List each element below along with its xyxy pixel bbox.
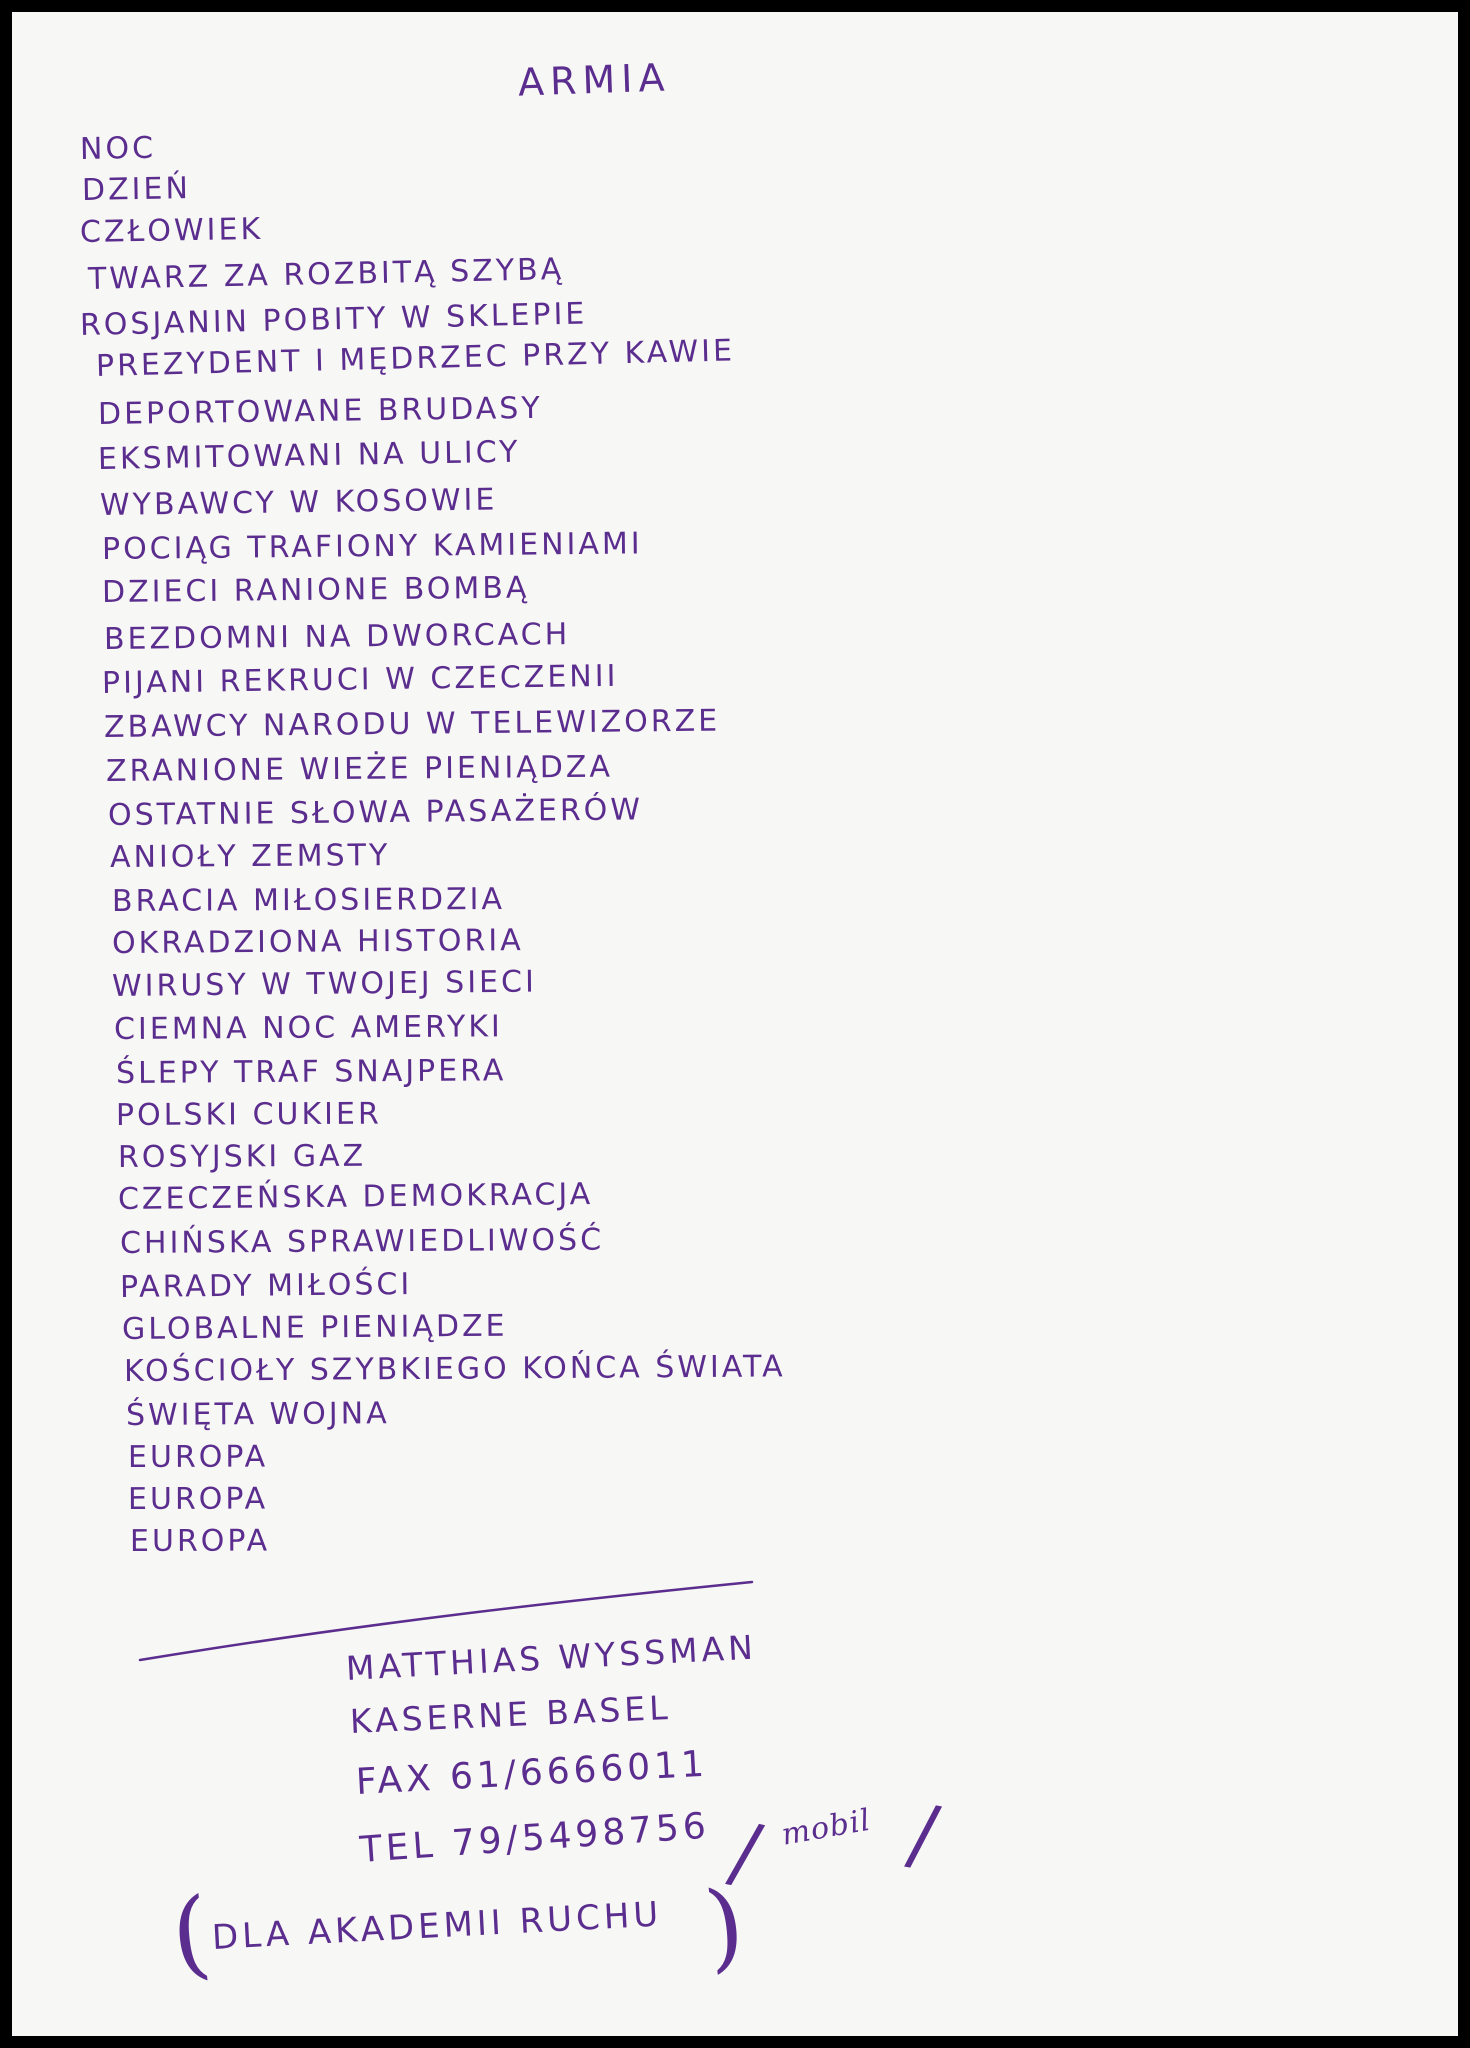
paren-close: ) — [700, 1868, 750, 1984]
list-item: WIRUSY W TWOJEJ SIECI — [111, 964, 538, 1004]
list-item: POLSKI CUKIER — [115, 1096, 382, 1133]
contact-name: MATTHIAS WYSSMAN — [344, 1627, 758, 1688]
slash-right: / — [902, 1786, 945, 1883]
list-item: CZŁOWIEK — [79, 211, 264, 250]
list-item: CIEMNA NOC AMERYKI — [113, 1009, 503, 1047]
list-item: EUROPA — [127, 1481, 269, 1517]
list-item: ŚWIĘTA WOJNA — [125, 1396, 390, 1433]
list-item: OSTATNIE SŁOWA PASAŻERÓW — [107, 792, 644, 833]
list-item: EKSMITOWANI NA ULICY — [97, 434, 521, 477]
list-item: DEPORTOWANE BRUDASY — [97, 390, 543, 432]
list-item: PARADY MIŁOŚCI — [119, 1266, 413, 1305]
list-item: WYBAWCY W KOSOWIE — [99, 482, 498, 523]
list-item: ŚLEPY TRAF SNAJPERA — [115, 1053, 507, 1091]
list-item: CHIŃSKA SPRAWIEDLIWOŚĆ — [119, 1222, 605, 1261]
list-item: ZRANIONE WIEŻE PIENIĄDZA — [105, 749, 614, 789]
list-item: PIJANI REKRUCI W CZECZENII — [101, 658, 619, 701]
list-item: NOC — [79, 130, 157, 167]
contact-fax: FAX 61/6666011 — [354, 1743, 709, 1803]
paren-open: ( — [166, 1876, 216, 1992]
list-item: CZECZEŃSKA DEMOKRACJA — [117, 1177, 594, 1217]
tel-note: mobil — [778, 1802, 874, 1853]
list-item: OKRADZIONA HISTORIA — [111, 923, 524, 961]
list-item: KOŚCIOŁY SZYBKIEGO KOŃCA ŚWIATA — [123, 1349, 786, 1389]
list-item: ROSYJSKI GAZ — [117, 1138, 367, 1175]
document-title: ARMIA — [517, 55, 672, 105]
list-item: ROSJANIN POBITY W SKLEPIE — [79, 296, 588, 343]
list-item: BRACIA MIŁOSIERDZIA — [111, 881, 506, 919]
slash-left: / — [722, 1804, 769, 1901]
contact-place: KASERNE BASEL — [349, 1687, 673, 1741]
list-item: DZIECI RANIONE BOMBĄ — [101, 570, 530, 610]
list-item: PREZYDENT I MĘDRZEC PRZY KAWIE — [95, 333, 736, 384]
document-page — [12, 12, 1458, 2036]
list-item: ANIOŁY ZEMSTY — [109, 838, 391, 875]
list-item: BEZDOMNI NA DWORCACH — [103, 617, 571, 657]
list-item: POCIĄG TRAFIONY KAMIENIAMI — [101, 526, 643, 567]
list-item: EUROPA — [129, 1523, 271, 1559]
contact-tel: TEL 79/5498756 — [358, 1805, 712, 1871]
dedication: DLA AKADEMII RUCHU — [210, 1894, 664, 1958]
list-item: ZBAWCY NARODU W TELEWIZORZE — [103, 703, 721, 745]
list-item: TWARZ ZA ROZBITĄ SZYBĄ — [87, 252, 565, 297]
list-item: GLOBALNE PIENIĄDZE — [121, 1308, 508, 1347]
list-item: DZIEŃ — [81, 171, 192, 208]
list-item: EUROPA — [127, 1439, 269, 1475]
